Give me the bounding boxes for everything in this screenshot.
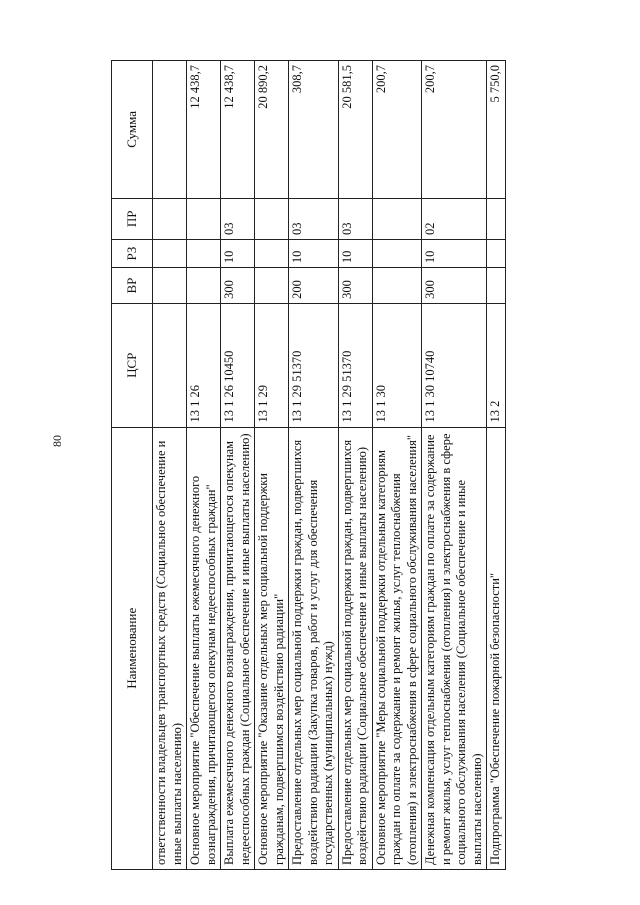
row-name: Подпрограмма "Обеспечение пожарной безопасности": [487, 427, 506, 869]
row-rz: [187, 239, 221, 267]
table-row: [338, 61, 372, 870]
document-page: [111, 60, 608, 870]
row-csr: 13 1 29: [255, 303, 289, 427]
row-name: ответственности владельцев транспортных средств (Социальное обеспечение и иные выплаты населению): [153, 427, 187, 869]
row-rz: [153, 239, 187, 267]
header-csr: ЦСР: [112, 303, 153, 427]
table-row: [422, 61, 487, 870]
header-rz: РЗ: [112, 239, 153, 267]
row-csr: 13 1 26: [187, 303, 221, 427]
row-pr: 03: [221, 198, 255, 239]
row-name: Основное мероприятие "Оказание отдельных мер социальной поддержки гражданам, подвергшимся воздействию радиации": [255, 427, 289, 869]
row-sum: 12 438,7: [187, 61, 221, 199]
row-name: Основное мероприятие "Обеспечение выплаты ежемесячного денежного вознаграждения, причитающегося опекунам недееспособных граждан": [187, 427, 221, 869]
row-rz: [487, 239, 506, 267]
table-row: [289, 61, 339, 870]
row-sum: 12 438,7: [221, 61, 255, 199]
row-vr: 300: [422, 268, 487, 304]
row-name: Основное мероприятие "Меры социальной поддержки отдельным категориям граждан по оплате за содержание и ремонт жилья, услуг теплоснабжения (отопления) и электроснабжения в сфере социального обслуживания населения": [372, 427, 422, 869]
row-rz: [255, 239, 289, 267]
row-pr: [153, 198, 187, 239]
row-csr: 13 1 26 10450: [221, 303, 255, 427]
row-csr: 13 1 29 51370: [338, 303, 372, 427]
row-csr: 13 1 30: [372, 303, 422, 427]
row-csr: [153, 303, 187, 427]
row-rz: 10: [338, 239, 372, 267]
row-pr: [372, 198, 422, 239]
row-pr: [187, 198, 221, 239]
row-name: Предоставление отдельных мер социальной поддержки граждан, подвергшихся воздействию радиации (Закупка товаров, работ и услуг для обеспечения государственных (муниципальных) нужд): [289, 427, 339, 869]
table-row: [187, 61, 221, 870]
row-vr: 300: [338, 268, 372, 304]
row-csr: 13 1 30 10740: [422, 303, 487, 427]
table-row: [372, 61, 422, 870]
header-sum: Сумма: [112, 61, 153, 199]
row-pr: [255, 198, 289, 239]
budget-table: [111, 60, 506, 870]
row-sum: 308,7: [289, 61, 339, 199]
page-number: 80: [50, 435, 64, 447]
row-rz: [372, 239, 422, 267]
row-pr: [487, 198, 506, 239]
table-row: [153, 61, 187, 870]
table-row: [487, 61, 506, 870]
row-sum: 200,7: [372, 61, 422, 199]
row-vr: [487, 268, 506, 304]
row-vr: 200: [289, 268, 339, 304]
header-pr: ПР: [112, 198, 153, 239]
row-sum: 20 890,2: [255, 61, 289, 199]
header-name: Наименование: [112, 427, 153, 869]
table-row: [255, 61, 289, 870]
table-header-row: [112, 61, 153, 870]
row-rz: 10: [422, 239, 487, 267]
row-vr: [153, 268, 187, 304]
header-vr: ВР: [112, 268, 153, 304]
row-sum: [153, 61, 187, 199]
row-sum: 5 750,0: [487, 61, 506, 199]
row-sum: 200,7: [422, 61, 487, 199]
row-vr: [187, 268, 221, 304]
row-name: Выплата ежемесячного денежного вознаграждения, причитающегося опекунам недееспособных граждан (Социальное обеспечение и иные выплаты населению): [221, 427, 255, 869]
row-rz: 10: [289, 239, 339, 267]
table-row: [221, 61, 255, 870]
row-vr: 300: [221, 268, 255, 304]
row-name: Предоставление отдельных мер социальной поддержки граждан, подвергшихся воздействию радиации (Социальное обеспечение и иные выплаты населению): [338, 427, 372, 869]
row-pr: 03: [338, 198, 372, 239]
row-name: Денежная компенсация отдельным категориям граждан по оплате за содержание и ремонт жилья, услуг теплоснабжения (отопления) и электроснабжения в сфере социального обслуживания населения (Социальное обеспечение и иные выплаты населению): [422, 427, 487, 869]
row-pr: 03: [289, 198, 339, 239]
row-csr: 13 2: [487, 303, 506, 427]
row-vr: [372, 268, 422, 304]
row-csr: 13 1 29 51370: [289, 303, 339, 427]
row-vr: [255, 268, 289, 304]
row-pr: 02: [422, 198, 487, 239]
row-sum: 20 581,5: [338, 61, 372, 199]
row-rz: 10: [221, 239, 255, 267]
